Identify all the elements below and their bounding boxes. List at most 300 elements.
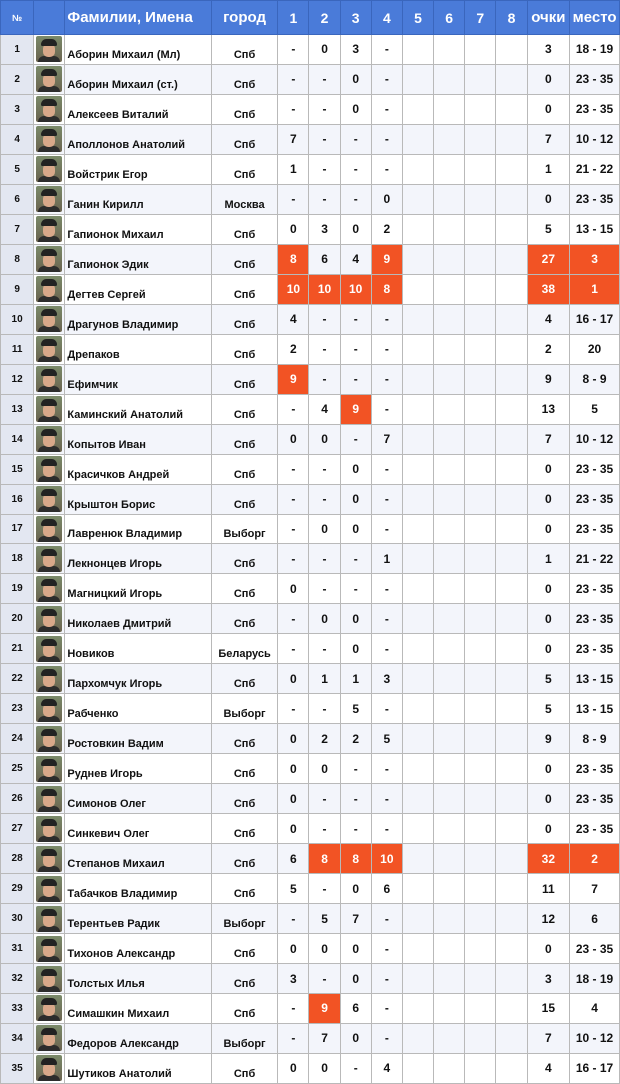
table-row (1, 664, 620, 694)
round-3-score: 0 (340, 964, 371, 994)
header-round-2: 2 (309, 1, 340, 35)
round-8-score (496, 514, 527, 544)
avatar (36, 36, 62, 62)
row-number: 32 (1, 964, 34, 994)
round-5-score (402, 604, 433, 634)
round-6-score (434, 604, 465, 634)
avatar-cell (34, 514, 65, 544)
avatar-cell (34, 844, 65, 874)
place: 21 - 22 (570, 154, 620, 184)
row-number: 33 (1, 994, 34, 1024)
round-1-score: 0 (278, 814, 309, 844)
round-1-score: 0 (278, 1053, 309, 1083)
avatar-cell (34, 814, 65, 844)
row-number: 3 (1, 94, 34, 124)
place: 7 (570, 874, 620, 904)
round-4-score: 1 (371, 544, 402, 574)
table-row (1, 304, 620, 334)
round-8-score (496, 154, 527, 184)
place: 18 - 19 (570, 35, 620, 65)
total-points: 5 (527, 664, 570, 694)
table-row (1, 35, 620, 65)
round-8-score (496, 124, 527, 154)
round-3-score: 0 (340, 934, 371, 964)
table-row (1, 634, 620, 664)
row-number: 13 (1, 394, 34, 424)
round-1-score: 3 (278, 964, 309, 994)
header-name: Фамилии, Имена (65, 1, 211, 35)
participant-city: Спб (211, 784, 277, 814)
round-7-score (465, 784, 496, 814)
round-3-score: 0 (340, 1023, 371, 1053)
header-round-8: 8 (496, 1, 527, 35)
participant-city: Спб (211, 364, 277, 394)
round-4-score: - (371, 394, 402, 424)
avatar (36, 636, 62, 662)
round-6-score (434, 514, 465, 544)
round-4-score: - (371, 634, 402, 664)
avatar (36, 726, 62, 752)
participant-name: Аборин Михаил (Мл) (65, 35, 211, 65)
participant-name: Руднев Игорь (65, 754, 211, 784)
total-points: 0 (527, 754, 570, 784)
place: 10 - 12 (570, 1023, 620, 1053)
row-number: 27 (1, 814, 34, 844)
table-row (1, 994, 620, 1024)
participant-name: Красичков Андрей (65, 454, 211, 484)
header-place: место (570, 1, 620, 35)
round-7-score (465, 664, 496, 694)
round-8-score (496, 484, 527, 514)
round-5-score (402, 754, 433, 784)
round-6-score (434, 1053, 465, 1083)
round-7-score (465, 754, 496, 784)
row-number: 22 (1, 664, 34, 694)
total-points: 27 (527, 244, 570, 274)
round-1-score: - (278, 64, 309, 94)
round-3-score: 2 (340, 724, 371, 754)
participant-name: Толстых Илья (65, 964, 211, 994)
row-number: 34 (1, 1023, 34, 1053)
header-number: № (1, 1, 34, 35)
round-5-score (402, 64, 433, 94)
round-8-score (496, 424, 527, 454)
table-row (1, 394, 620, 424)
total-points: 5 (527, 214, 570, 244)
table-row (1, 454, 620, 484)
round-3-score: 6 (340, 994, 371, 1024)
round-3-score: 5 (340, 694, 371, 724)
round-6-score (434, 304, 465, 334)
round-1-score: - (278, 514, 309, 544)
round-7-score (465, 1023, 496, 1053)
round-4-score: - (371, 35, 402, 65)
participant-city: Спб (211, 754, 277, 784)
round-5-score (402, 334, 433, 364)
round-4-score: - (371, 364, 402, 394)
round-3-score: 10 (340, 274, 371, 304)
round-4-score: - (371, 514, 402, 544)
round-1-score: 9 (278, 364, 309, 394)
avatar-cell (34, 274, 65, 304)
participant-city: Спб (211, 64, 277, 94)
participant-city: Спб (211, 94, 277, 124)
round-5-score (402, 94, 433, 124)
round-7-score (465, 274, 496, 304)
avatar-cell (34, 1053, 65, 1083)
round-7-score (465, 514, 496, 544)
round-2-score: - (309, 484, 340, 514)
round-6-score (434, 454, 465, 484)
participant-city: Спб (211, 35, 277, 65)
round-6-score (434, 424, 465, 454)
round-8-score (496, 394, 527, 424)
participant-city: Спб (211, 394, 277, 424)
round-5-score (402, 634, 433, 664)
participant-city: Спб (211, 574, 277, 604)
avatar (36, 246, 62, 272)
round-3-score: - (340, 1053, 371, 1083)
total-points: 0 (527, 934, 570, 964)
round-2-score: 7 (309, 1023, 340, 1053)
round-6-score (434, 664, 465, 694)
participant-name: Новиков (65, 634, 211, 664)
row-number: 28 (1, 844, 34, 874)
avatar (36, 516, 62, 542)
round-5-score (402, 664, 433, 694)
round-5-score (402, 694, 433, 724)
table-row (1, 844, 620, 874)
round-5-score (402, 124, 433, 154)
participant-name: Алексеев Виталий (65, 94, 211, 124)
round-5-score (402, 574, 433, 604)
row-number: 24 (1, 724, 34, 754)
round-2-score: - (309, 154, 340, 184)
total-points: 0 (527, 184, 570, 214)
round-3-score: - (340, 334, 371, 364)
round-2-score: 5 (309, 904, 340, 934)
participant-name: Войстрик Егор (65, 154, 211, 184)
round-7-score (465, 634, 496, 664)
round-8-score (496, 574, 527, 604)
round-5-score (402, 724, 433, 754)
round-6-score (434, 124, 465, 154)
row-number: 10 (1, 304, 34, 334)
header-round-5: 5 (402, 1, 433, 35)
round-3-score: - (340, 154, 371, 184)
round-8-score (496, 694, 527, 724)
total-points: 0 (527, 784, 570, 814)
avatar-cell (34, 35, 65, 65)
round-8-score (496, 184, 527, 214)
participant-city: Спб (211, 664, 277, 694)
avatar (36, 276, 62, 302)
round-1-score: - (278, 994, 309, 1024)
round-5-score (402, 994, 433, 1024)
row-number: 2 (1, 64, 34, 94)
round-6-score (434, 94, 465, 124)
round-1-score: 5 (278, 874, 309, 904)
round-6-score (434, 64, 465, 94)
participant-name: Копытов Иван (65, 424, 211, 454)
participant-city: Спб (211, 214, 277, 244)
row-number: 16 (1, 484, 34, 514)
round-6-score (434, 754, 465, 784)
table-row (1, 334, 620, 364)
row-number: 21 (1, 634, 34, 664)
round-2-score: 9 (309, 994, 340, 1024)
round-6-score (434, 844, 465, 874)
round-7-score (465, 724, 496, 754)
header-round-1: 1 (278, 1, 309, 35)
round-1-score: 0 (278, 934, 309, 964)
header-round-4: 4 (371, 1, 402, 35)
round-6-score (434, 184, 465, 214)
round-6-score (434, 694, 465, 724)
round-2-score: 0 (309, 514, 340, 544)
avatar (36, 366, 62, 392)
avatar (36, 816, 62, 842)
participant-city: Спб (211, 604, 277, 634)
total-points: 0 (527, 604, 570, 634)
row-number: 18 (1, 544, 34, 574)
round-6-score (434, 964, 465, 994)
row-number: 9 (1, 274, 34, 304)
place: 23 - 35 (570, 604, 620, 634)
round-6-score (434, 634, 465, 664)
round-4-score: 6 (371, 874, 402, 904)
participant-city: Спб (211, 124, 277, 154)
avatar-cell (34, 664, 65, 694)
avatar (36, 786, 62, 812)
round-7-score (465, 64, 496, 94)
place: 23 - 35 (570, 184, 620, 214)
place: 1 (570, 274, 620, 304)
table-row (1, 604, 620, 634)
table-body (1, 35, 620, 1084)
round-7-score (465, 694, 496, 724)
round-7-score (465, 454, 496, 484)
participant-name: Николаев Дмитрий (65, 604, 211, 634)
avatar-cell (34, 934, 65, 964)
place: 4 (570, 994, 620, 1024)
participant-city: Спб (211, 334, 277, 364)
round-1-score: - (278, 1023, 309, 1053)
participant-name: Крыштон Борис (65, 484, 211, 514)
round-2-score: 0 (309, 604, 340, 634)
avatar-cell (34, 874, 65, 904)
place: 23 - 35 (570, 574, 620, 604)
row-number: 15 (1, 454, 34, 484)
table-row (1, 964, 620, 994)
participant-name: Магницкий Игорь (65, 574, 211, 604)
round-4-score: - (371, 154, 402, 184)
round-6-score (434, 544, 465, 574)
place: 16 - 17 (570, 304, 620, 334)
round-3-score: 4 (340, 244, 371, 274)
avatar (36, 906, 62, 932)
participant-city: Спб (211, 304, 277, 334)
row-number: 30 (1, 904, 34, 934)
row-number: 26 (1, 784, 34, 814)
participant-city: Спб (211, 454, 277, 484)
round-8-score (496, 934, 527, 964)
place: 18 - 19 (570, 964, 620, 994)
participant-city: Выборг (211, 904, 277, 934)
row-number: 35 (1, 1053, 34, 1083)
round-8-score (496, 214, 527, 244)
round-7-score (465, 904, 496, 934)
table-row (1, 64, 620, 94)
round-5-score (402, 184, 433, 214)
round-6-score (434, 994, 465, 1024)
round-2-score: - (309, 184, 340, 214)
participant-name: Федоров Александр (65, 1023, 211, 1053)
avatar (36, 666, 62, 692)
round-2-score: 0 (309, 1053, 340, 1083)
round-5-score (402, 514, 433, 544)
avatar (36, 756, 62, 782)
participant-name: Драгунов Владимир (65, 304, 211, 334)
round-4-score: - (371, 454, 402, 484)
participant-name: Пархомчук Игорь (65, 664, 211, 694)
round-5-score (402, 1053, 433, 1083)
round-4-score: - (371, 94, 402, 124)
round-4-score: - (371, 964, 402, 994)
table-row (1, 184, 620, 214)
total-points: 1 (527, 544, 570, 574)
round-1-score: - (278, 544, 309, 574)
round-5-score (402, 154, 433, 184)
round-2-score: 8 (309, 844, 340, 874)
round-8-score (496, 724, 527, 754)
participant-name: Симонов Олег (65, 784, 211, 814)
round-4-score: - (371, 304, 402, 334)
row-number: 7 (1, 214, 34, 244)
round-7-score (465, 94, 496, 124)
row-number: 5 (1, 154, 34, 184)
participant-name: Ростовкин Вадим (65, 724, 211, 754)
round-4-score: - (371, 1023, 402, 1053)
round-7-score (465, 484, 496, 514)
participant-name: Аборин Михаил (ст.) (65, 64, 211, 94)
round-4-score: 10 (371, 844, 402, 874)
row-number: 14 (1, 424, 34, 454)
participant-city: Спб (211, 874, 277, 904)
round-3-score: - (340, 814, 371, 844)
round-3-score: 0 (340, 874, 371, 904)
place: 23 - 35 (570, 934, 620, 964)
place: 23 - 35 (570, 754, 620, 784)
place: 20 (570, 334, 620, 364)
participant-city: Выборг (211, 694, 277, 724)
row-number: 23 (1, 694, 34, 724)
total-points: 0 (527, 484, 570, 514)
avatar-cell (34, 1023, 65, 1053)
round-6-score (434, 814, 465, 844)
place: 2 (570, 844, 620, 874)
participant-city: Спб (211, 964, 277, 994)
participant-name: Степанов Михаил (65, 844, 211, 874)
participant-city: Москва (211, 184, 277, 214)
participant-city: Спб (211, 424, 277, 454)
round-4-score: 8 (371, 274, 402, 304)
avatar-cell (34, 124, 65, 154)
round-4-score: 9 (371, 244, 402, 274)
round-5-score (402, 214, 433, 244)
total-points: 0 (527, 94, 570, 124)
round-8-score (496, 94, 527, 124)
round-2-score: 0 (309, 424, 340, 454)
participant-name: Лавренюк Владимир (65, 514, 211, 544)
round-2-score: - (309, 544, 340, 574)
round-1-score: - (278, 94, 309, 124)
total-points: 4 (527, 304, 570, 334)
avatar-cell (34, 724, 65, 754)
round-1-score: 0 (278, 424, 309, 454)
table-row (1, 274, 620, 304)
total-points: 1 (527, 154, 570, 184)
participant-city: Спб (211, 1053, 277, 1083)
participant-name: Дегтев Сергей (65, 274, 211, 304)
table-row (1, 484, 620, 514)
round-6-score (434, 364, 465, 394)
round-6-score (434, 484, 465, 514)
round-8-score (496, 994, 527, 1024)
header-photo (34, 1, 65, 35)
table-row (1, 904, 620, 934)
round-3-score: - (340, 544, 371, 574)
round-1-score: - (278, 184, 309, 214)
round-1-score: 7 (278, 124, 309, 154)
place: 23 - 35 (570, 484, 620, 514)
place: 3 (570, 244, 620, 274)
round-8-score (496, 274, 527, 304)
avatar (36, 486, 62, 512)
avatar-cell (34, 64, 65, 94)
round-4-score: - (371, 64, 402, 94)
round-6-score (434, 724, 465, 754)
avatar-cell (34, 364, 65, 394)
round-2-score: 2 (309, 724, 340, 754)
avatar (36, 186, 62, 212)
row-number: 17 (1, 514, 34, 544)
round-5-score (402, 244, 433, 274)
round-1-score: - (278, 484, 309, 514)
table-row (1, 544, 620, 574)
header-round-7: 7 (465, 1, 496, 35)
round-8-score (496, 844, 527, 874)
round-2-score: 10 (309, 274, 340, 304)
round-4-score: 4 (371, 1053, 402, 1083)
round-7-score (465, 994, 496, 1024)
participant-city: Спб (211, 544, 277, 574)
round-7-score (465, 334, 496, 364)
round-1-score: - (278, 35, 309, 65)
round-3-score: 0 (340, 214, 371, 244)
header-points: очки (527, 1, 570, 35)
avatar-cell (34, 574, 65, 604)
round-7-score (465, 364, 496, 394)
round-3-score: 0 (340, 454, 371, 484)
table-row (1, 694, 620, 724)
participant-city: Спб (211, 484, 277, 514)
round-5-score (402, 784, 433, 814)
round-7-score (465, 304, 496, 334)
round-2-score: 6 (309, 244, 340, 274)
avatar (36, 1025, 62, 1051)
table-row (1, 94, 620, 124)
